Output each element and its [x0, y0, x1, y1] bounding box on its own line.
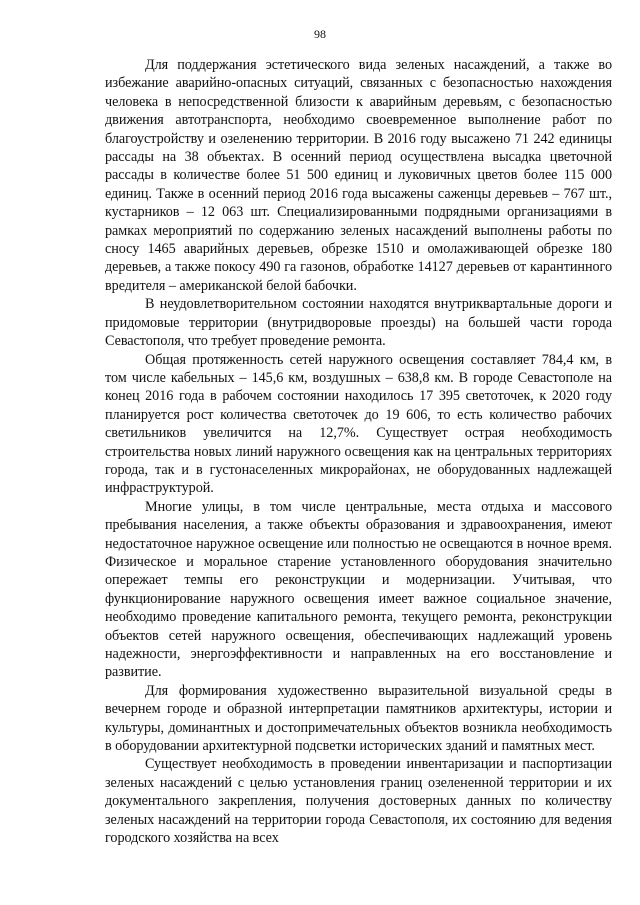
paragraph-street-lighting-network: Общая протяженность сетей наружного освещения составляет 784,4 км, в том числе кабельных – 145,6 км, воздушных – 638,8 км. В городе Севастополе на конец 2016 года в рабочем состоянии находилось 17 395 светоточек, к 2020 году планируется рост количества светоточек до 19 606, то есть количество рабочих светильников увеличится на 12,7%. Существует острая необходимость строительства новых линий наружного освещения как на центральных территориях города, так и в густонаселенных микрорайонах, не оборудованных надлежащей инфраструктурой.: [105, 351, 612, 497]
paragraph-green-inventory: Существует необходимость в проведении инвентаризации и паспортизации зеленых насаждений с целью установления границ озелененной территории и их документального закрепления, получения достоверных данных по количеству зеленых насаждений на территории города Севастополя, их состоянию для ведения городского хозяйства на всех: [105, 756, 612, 847]
paragraph-architectural-lighting: Для формирования художественно выразительной визуальной среды в вечернем городе и образной интерпретации памятников архитектуры, истории и культуры, доминантных и достопримечательных объектов возникла необходимость в оборудовании архитектурной подсветки исторических зданий и памятных мест.: [105, 682, 612, 755]
page-number: 98: [314, 27, 326, 41]
document-body: [105, 56, 612, 847]
paragraph-green-spaces-maintenance: Для поддержания эстетического вида зеленых насаждений, а также во избежание аварийно-опасных ситуаций, связанных с безопасностью нахождения человека в непосредственной близости к аварийным деревьям, с безопасностью движения автотранспорта, необходимо своевременное выполнение работ по благоустройству и озеленению территории. В 2016 году высажено 71 242 единицы рассады на 38 объектах. В осенний период осуществлена высадка цветочной рассады в количестве более 51 500 единиц и луковичных цветов более 115 000 единиц. Также в осенний период 2016 года высажены саженцы деревьев – 767 шт., кустарников – 12 063 шт. Специализированными подрядными организациями в рамках мероприятий по содержанию зеленых насаждений выполнены работы по сносу 1465 аварийных деревьев, обрезке 1510 и омолаживающей обрезке 180 деревьев, а также покосу 490 га газонов, обработке 14127 деревьев от карантинного вредителя – американской белой бабочки.: [105, 57, 612, 294]
paragraph-lighting-deficiency: Многие улицы, в том числе центральные, места отдыха и массового пребывания населения, а также объекты образования и здравоохранения, имеют недостаточное наружное освещение или полностью не освещаются в ночное время. Физическое и моральное старение установленного оборудования значительно опережает темпы его реконструкции и модернизации. Учитывая, что функционирование наружного освещения имеет важное социальное значение, необходимо проведение капитального ремонта, текущего ремонта, реконструкции объектов сетей наружного освещения, обеспечивающих надлежащий уровень надежности, энергоэффективности и направленных на его восстановление и развитие.: [105, 498, 612, 681]
paragraph-intra-block-roads: В неудовлетворительном состоянии находятся внутриквартальные дороги и придомовые территории (внутридворовые проезды) на большей части города Севастополя, что требует проведение ремонта.: [105, 296, 612, 350]
